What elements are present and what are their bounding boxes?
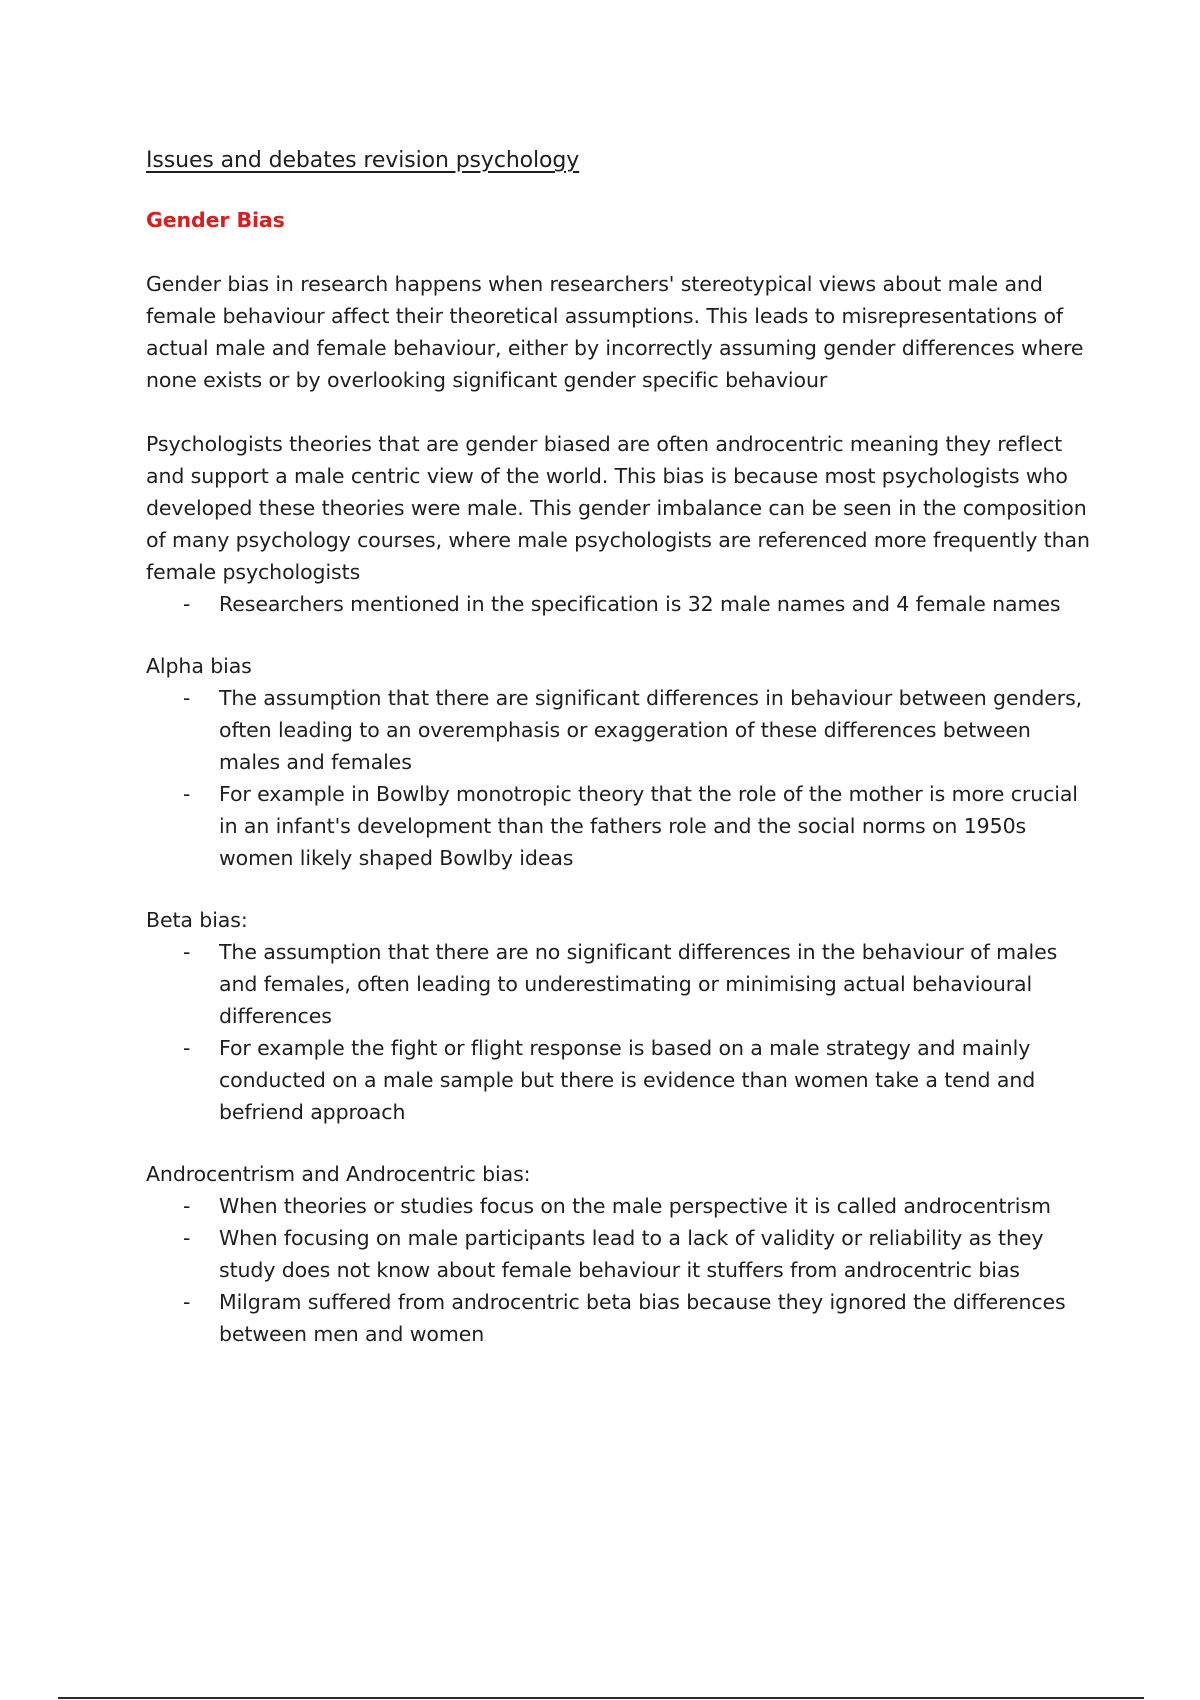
document-title: Issues and debates revision psychology xyxy=(146,148,580,173)
beta-bias-list xyxy=(146,936,1096,1128)
list-item: - For example in Bowlby monotropic theory that the role of the mother is more crucial in an infant's development than the fathers role and the social norms on 1950s women likely shaped Bowlby ideas xyxy=(219,778,1096,874)
alpha-bias-heading: Alpha bias xyxy=(146,654,252,678)
list-item: - When focusing on male participants lead to a lack of validity or reliability as they study does not know about female behaviour it stuffers from androcentric bias xyxy=(219,1222,1096,1286)
list-item: - The assumption that there are no significant differences in the behaviour of males and females, often leading to underestimating or minimising actual behavioural differences xyxy=(219,936,1096,1032)
section-title-gender-bias: Gender Bias xyxy=(146,208,285,232)
paragraph-androcentric-theories: Psychologists theories that are gender biased are often androcentric meaning they reflect and support a male centric view of the world. This bias is because most psychologists who developed these theories were male. This gender imbalance can be seen in the composition of many psychology courses, where male psychologists are referenced more frequently than female psychologists xyxy=(146,432,1090,584)
list-item: - The assumption that there are significant differences in behaviour between genders, often leading to an overemphasis or exaggeration of these differences between males and females xyxy=(219,682,1096,778)
paragraph-definition: Gender bias in research happens when researchers' stereotypical views about male and female behaviour affect their theoretical assumptions. This leads to misrepresentations of actual male and female behaviour, either by incorrectly assuming gender differences where none exists or by overlooking significant gender specific behaviour xyxy=(146,272,1084,392)
list-item: - When theories or studies focus on the male perspective it is called androcentrism xyxy=(219,1190,1096,1222)
list-item: - Researchers mentioned in the specification is 32 male names and 4 female names xyxy=(219,588,1096,620)
list-item: - Milgram suffered from androcentric beta bias because they ignored the differences between men and women xyxy=(219,1286,1096,1350)
document-content xyxy=(146,140,1096,1350)
androcentrism-list xyxy=(146,1190,1096,1350)
androcentrism-heading: Androcentrism and Androcentric bias: xyxy=(146,1162,531,1186)
beta-bias-heading: Beta bias: xyxy=(146,908,248,932)
alpha-bias-list xyxy=(146,682,1096,874)
list-item: - For example the fight or flight response is based on a male strategy and mainly conducted on a male sample but there is evidence than women take a tend and befriend approach xyxy=(219,1032,1096,1128)
page-bottom-divider xyxy=(58,1697,1144,1699)
researchers-bullet-list xyxy=(146,588,1096,620)
